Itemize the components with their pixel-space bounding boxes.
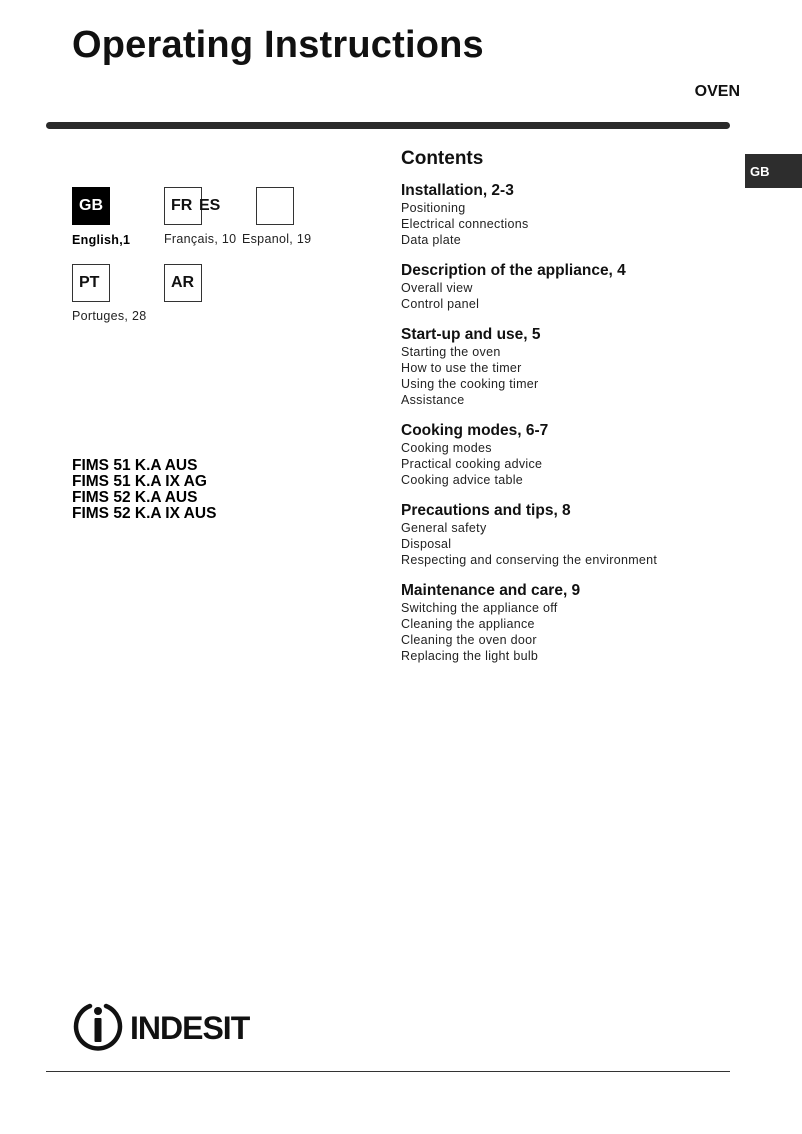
toc-item[interactable]: Switching the appliance off: [401, 601, 558, 615]
toc-item[interactable]: Replacing the light bulb: [401, 649, 539, 663]
contents-title: Contents: [401, 148, 484, 169]
toc-item[interactable]: Electrical connections: [401, 217, 529, 231]
lang-box-fr[interactable]: [164, 187, 202, 225]
toc-section-startup: [401, 326, 741, 408]
lang-code-pt: PT: [79, 274, 100, 291]
toc-section-cooking: [401, 422, 741, 488]
toc-section-title[interactable]: Maintenance and care, 9: [401, 582, 581, 599]
header-rule: [46, 122, 730, 129]
toc-item[interactable]: Positioning: [401, 201, 466, 215]
table-of-contents: [401, 148, 741, 678]
lang-text-fr[interactable]: Français, 10: [164, 232, 237, 246]
toc-section-title[interactable]: Precautions and tips, 8: [401, 502, 571, 519]
model-list: [72, 458, 216, 522]
toc-item[interactable]: Overall view: [401, 281, 473, 295]
toc-item[interactable]: Control panel: [401, 297, 480, 311]
toc-section-precautions: [401, 502, 741, 568]
toc-section-title[interactable]: Cooking modes, 6-7: [401, 422, 549, 439]
toc-item[interactable]: Disposal: [401, 537, 452, 551]
toc-item[interactable]: How to use the timer: [401, 361, 522, 375]
toc-item[interactable]: Using the cooking timer: [401, 377, 539, 391]
toc-item[interactable]: Cleaning the oven door: [401, 633, 537, 647]
toc-section-title[interactable]: Start-up and use, 5: [401, 326, 541, 343]
toc-item[interactable]: Practical cooking advice: [401, 457, 543, 471]
svg-text:INDESIT: INDESIT: [130, 1010, 250, 1046]
toc-item[interactable]: General safety: [401, 521, 487, 535]
indesit-logo: [72, 998, 272, 1054]
toc-item[interactable]: Cooking advice table: [401, 473, 524, 487]
toc-item[interactable]: Cooking modes: [401, 441, 492, 455]
lang-code-es: ES: [199, 197, 221, 214]
page-title: Operating Instructions: [72, 24, 484, 66]
lang-code-fr: FR: [171, 197, 193, 214]
lang-box-ar[interactable]: [164, 264, 202, 302]
lang-code-gb: GB: [79, 197, 103, 214]
model-name: FIMS 52 K.A IX AUS: [72, 505, 217, 522]
toc-item[interactable]: Data plate: [401, 233, 461, 247]
footer-rule: [46, 1071, 730, 1072]
toc-section-description: [401, 262, 741, 312]
lang-box-pt[interactable]: [72, 264, 110, 302]
model-name: FIMS 51 K.A AUS: [72, 457, 198, 474]
toc-item[interactable]: Starting the oven: [401, 345, 501, 359]
lang-code-ar: AR: [171, 274, 195, 291]
toc-item[interactable]: Respecting and conserving the environment: [401, 553, 658, 567]
product-label: OVEN: [694, 83, 740, 100]
toc-item[interactable]: Assistance: [401, 393, 465, 407]
toc-section-title[interactable]: Description of the appliance, 4: [401, 262, 626, 279]
toc-section-installation: [401, 182, 741, 248]
lang-text-es[interactable]: Espanol, 19: [242, 232, 312, 246]
lang-text-gb[interactable]: English,1: [72, 233, 131, 247]
indesit-logo-mark: [72, 998, 272, 1054]
toc-section-maintenance: [401, 582, 741, 664]
model-name: FIMS 52 K.A AUS: [72, 489, 198, 506]
lang-box-es[interactable]: [256, 187, 294, 225]
lang-box-gb[interactable]: [72, 187, 110, 225]
toc-section-title[interactable]: Installation, 2-3: [401, 182, 514, 199]
side-language-tab[interactable]: GB: [745, 154, 802, 188]
model-name: FIMS 51 K.A IX AG: [72, 473, 207, 490]
toc-item[interactable]: Cleaning the appliance: [401, 617, 535, 631]
lang-text-pt[interactable]: Portuges, 28: [72, 309, 147, 323]
